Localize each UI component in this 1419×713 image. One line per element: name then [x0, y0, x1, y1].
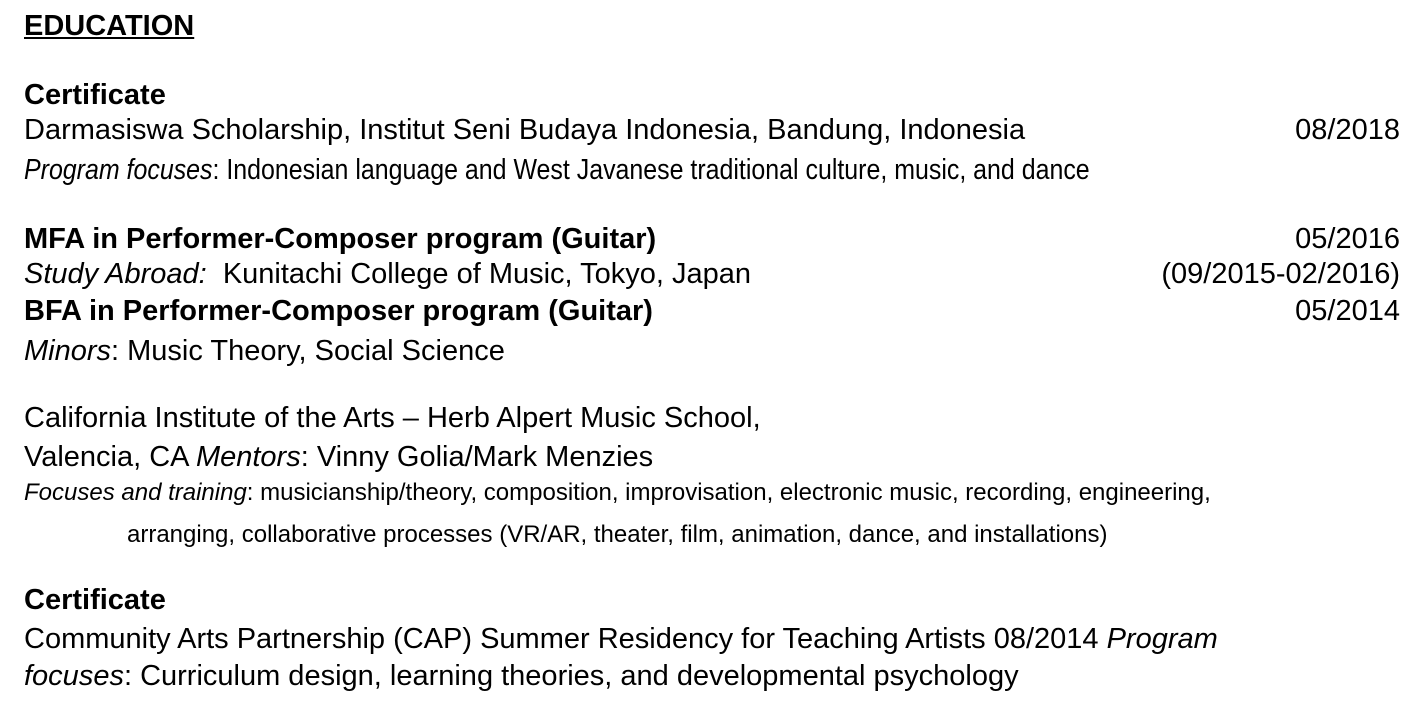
- entry-2-minors: [24, 337, 505, 366]
- study-abroad-date: (09/2015-02/2016): [1161, 258, 1400, 290]
- entry-1-focus-wrapper: [24, 156, 1090, 185]
- entry-3-title: Certificate: [24, 584, 166, 616]
- entry-1-focus-text: : Indonesian language and West Javanese traditional culture, music, and dance: [212, 154, 1090, 186]
- entry-3-line-2: [24, 662, 1019, 691]
- entry-3-focus-text: : Curriculum design, learning theories, and developmental psychology: [123, 660, 1019, 692]
- school-location: Valencia, CA: [24, 441, 196, 473]
- study-abroad-label: Study Abroad:: [24, 258, 207, 290]
- entry-2-school-line-1: California Institute of the Arts – Herb Alpert Music School,: [24, 402, 761, 434]
- section-heading: EDUCATION: [24, 10, 195, 42]
- entry-3-focus-label-a: Program: [1106, 623, 1218, 655]
- entry-1-focus-label: Program focuses: [24, 154, 213, 186]
- entry-2-mfa-title: MFA in Performer-Composer program (Guitar): [24, 223, 657, 255]
- entry-1-title: Certificate: [24, 79, 166, 111]
- entry-2-mfa-date: 05/2016: [1295, 223, 1400, 255]
- entry-3-line-1: [24, 625, 1218, 654]
- minors-label: Minors: [24, 335, 112, 367]
- minors-text: : Music Theory, Social Science: [111, 335, 505, 367]
- study-abroad-text: Kunitachi College of Music, Tokyo, Japan: [206, 258, 752, 290]
- entry-2-bfa-date: 05/2014: [1295, 295, 1400, 327]
- entry-2-training-line-1: [24, 481, 1211, 505]
- entry-1-institution: Darmasiswa Scholarship, Institut Seni Budaya Indonesia, Bandung, Indonesia: [24, 114, 1026, 146]
- entry-2-training-line-2: arranging, collaborative processes (VR/AR, theater, film, animation, dance, and installations): [127, 521, 1108, 548]
- entry-2-study-abroad: [24, 260, 751, 289]
- mentors-label: Mentors: [195, 441, 301, 473]
- entry-3-program: Community Arts Partnership (CAP) Summer Residency for Teaching Artists 08/2014: [24, 623, 1107, 655]
- training-label: Focuses and training: [24, 479, 247, 506]
- entry-2-school-line-2: [24, 443, 653, 472]
- training-text: : musicianship/theory, composition, improvisation, electronic music, recording, engineering,: [246, 479, 1211, 506]
- entry-2-bfa-title: BFA in Performer-Composer program (Guitar): [24, 295, 653, 327]
- entry-3-focus-label-b: focuses: [24, 660, 124, 692]
- mentors-text: : Vinny Golia/Mark Menzies: [300, 441, 654, 473]
- entry-1-date: 08/2018: [1295, 114, 1400, 146]
- entry-1-focus-line: [24, 156, 1263, 185]
